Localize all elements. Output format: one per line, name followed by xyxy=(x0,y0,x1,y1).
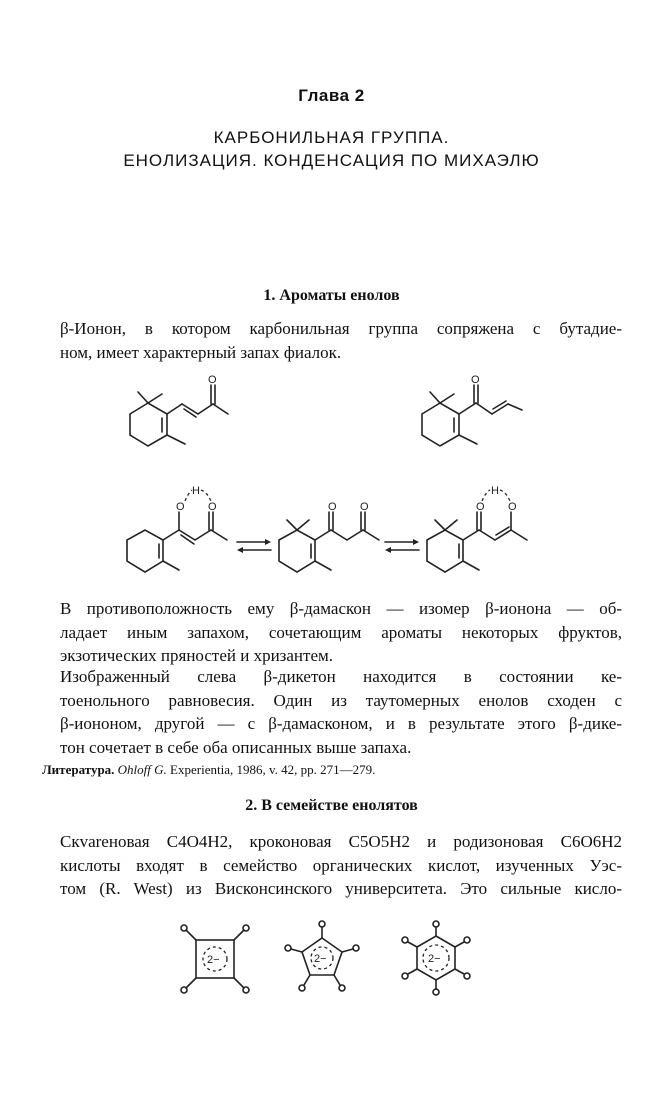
h-bond xyxy=(500,490,510,501)
oxygen-label: O xyxy=(328,501,337,513)
equilibrium-arrow-2 xyxy=(385,539,419,553)
h-bond xyxy=(185,490,192,501)
cyclohexene-ring xyxy=(427,530,463,572)
text-line: ладает иным запахом, сочетающим ароматы некоторых фруктов, xyxy=(60,622,622,642)
text-line: β-Ионон, в котором карбонильная группа сопряжена с бутадие- xyxy=(60,319,622,338)
chain-bond xyxy=(195,530,211,540)
chain-bond xyxy=(363,530,379,540)
methyl-bond xyxy=(297,520,309,530)
chain-bond xyxy=(476,403,492,414)
chain-bond xyxy=(167,404,182,414)
methyl-bond xyxy=(459,435,477,444)
methyl-bond xyxy=(138,392,148,403)
charge-label: 2− xyxy=(207,954,220,966)
methyl-bond xyxy=(435,520,445,530)
h-bond xyxy=(482,490,490,501)
double-bond xyxy=(493,401,506,409)
text-line: В противоположность ему β-дамаскон — изомер β-ионона — об- xyxy=(60,599,622,618)
beta-ionone-structure xyxy=(130,374,228,446)
chain-bond xyxy=(508,404,522,410)
enol-ionone-like xyxy=(127,485,227,572)
oxygen-label: O xyxy=(476,501,485,513)
double-bond xyxy=(496,527,509,535)
text-line: экзотических пряностей и хризантем. xyxy=(60,646,334,665)
beta-damascone-structure xyxy=(422,374,522,446)
methyl-bond xyxy=(167,435,185,444)
methyl-bond xyxy=(287,520,297,530)
diketone-structure xyxy=(279,501,379,572)
chain-bond xyxy=(213,404,228,414)
oxygen-label: O xyxy=(360,501,369,513)
chain-bond xyxy=(315,530,331,540)
oxygen-label: O xyxy=(176,501,185,513)
literature-label: Литература. xyxy=(42,762,115,777)
literature-reference xyxy=(42,762,375,778)
text-line: тон сочетает в себе оба описанных выше запаха. xyxy=(60,737,412,757)
methyl-bond xyxy=(445,520,457,530)
methyl-bond xyxy=(315,561,331,570)
section2-heading: 2. В семействе енолятов xyxy=(245,797,418,814)
chain-bond xyxy=(479,530,495,540)
chain-bond xyxy=(347,530,363,540)
rhodizonate-dianion xyxy=(402,921,470,995)
text-line: β-иононом, другой — с β-дамасконом, и в результате этого β-дике- xyxy=(60,714,622,733)
chain-bond xyxy=(511,530,527,540)
chain-bond xyxy=(331,530,347,540)
charge-label: 2− xyxy=(314,953,327,965)
chain-bond xyxy=(198,404,213,414)
structures-row2 xyxy=(115,480,555,585)
cyclohexene-ring xyxy=(127,530,163,572)
chain-bond xyxy=(463,530,479,540)
chain-bond xyxy=(211,530,227,540)
text-line: ном, имеет характерный запах фиалок. xyxy=(60,342,342,362)
section2-paragraph1 xyxy=(60,830,622,901)
oxygen-label: O xyxy=(208,374,217,386)
croconate-dianion xyxy=(285,921,359,991)
oxygen-label: O xyxy=(471,374,480,386)
literature-citation: Experientia, 1986, v. 42, pp. 271—279. xyxy=(170,762,376,777)
enol-damascone-like xyxy=(427,485,527,572)
text-line: кислоты входят в семейство органических кислот, изученных Уэс- xyxy=(60,855,622,875)
text-line: Скvareновая C4O4H2, кроконовая C5O5H2 и родизоновая C6O6H2 xyxy=(60,832,622,851)
chain-bond xyxy=(163,530,179,540)
text-line: том (R. West) из Висконсинского университета. Это сильные кисло- xyxy=(60,879,622,898)
equilibrium-arrow-1 xyxy=(237,539,271,553)
literature-author: Ohloff G. xyxy=(117,762,167,777)
methyl-bond xyxy=(163,561,179,570)
methyl-bond xyxy=(440,394,454,403)
chain-bond xyxy=(459,403,476,414)
chapter-title-line2: ЕНОЛИЗАЦИЯ. КОНДЕНСАЦИЯ ПО МИХАЭЛЮ xyxy=(123,151,540,170)
double-bond xyxy=(184,409,196,417)
charge-label: 2− xyxy=(428,953,441,965)
chapter-title-line1: КАРБОНИЛЬНАЯ ГРУППА. xyxy=(213,128,450,147)
structures-row1 xyxy=(110,372,570,452)
oxygen-label: O xyxy=(208,501,217,513)
oxygen-label: O xyxy=(508,501,517,513)
double-bond xyxy=(181,535,194,544)
hydrogen-label: H xyxy=(192,485,200,497)
methyl-bond xyxy=(148,394,162,403)
cyclohexene-ring xyxy=(279,530,315,572)
methyl-bond xyxy=(430,392,440,403)
text-line: тоенольного равновесия. Один из таутомерных енолов сходен с xyxy=(60,690,622,710)
section1-paragraph3 xyxy=(60,665,622,759)
h-bond xyxy=(201,490,211,501)
methyl-bond xyxy=(463,561,479,570)
oxocarbon-structures xyxy=(170,920,500,1005)
squarate-dianion xyxy=(181,925,249,993)
text-line: Изображенный слева β-дикетон находится в состоянии ке- xyxy=(60,667,622,686)
section1-paragraph2 xyxy=(60,597,622,668)
section1-paragraph1 xyxy=(60,317,622,364)
hydrogen-label: H xyxy=(491,485,499,497)
section1-heading: 1. Ароматы енолов xyxy=(263,287,400,304)
chapter-heading: Глава 2 xyxy=(298,86,365,105)
